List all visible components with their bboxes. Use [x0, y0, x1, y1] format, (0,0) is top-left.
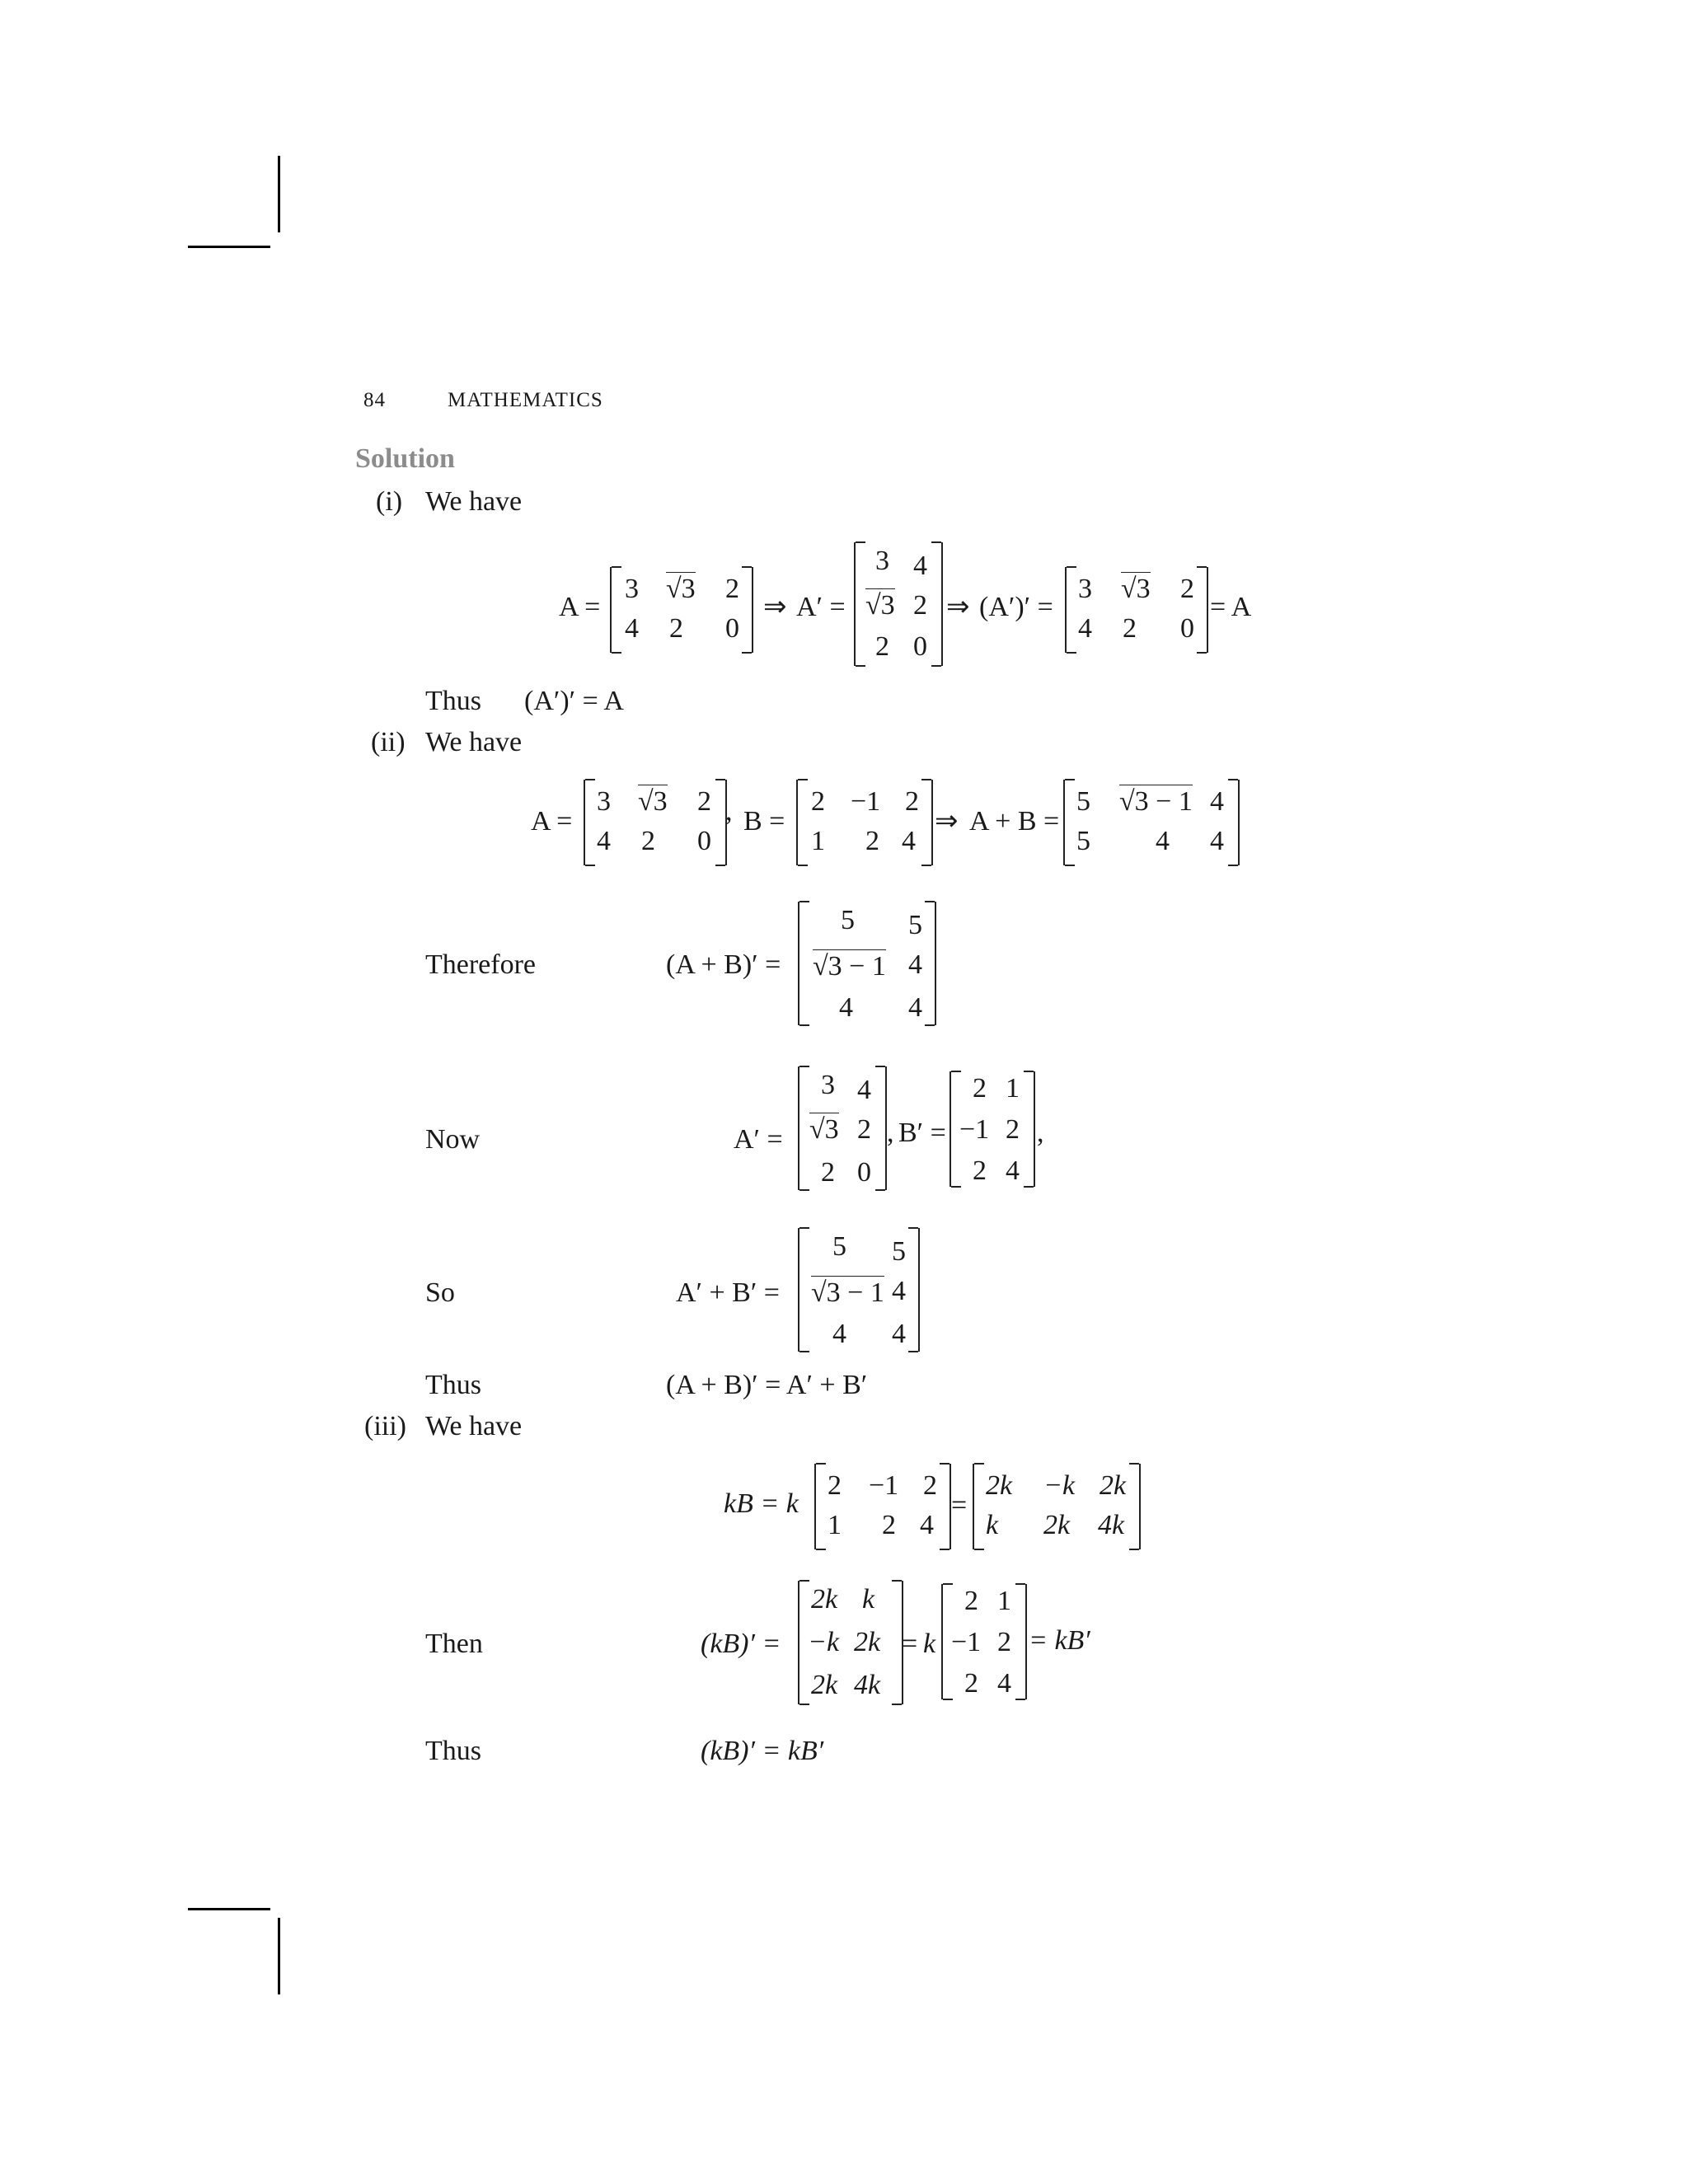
- part-ii-sum-lhs: A + B =: [969, 806, 1060, 837]
- cell: 4: [913, 551, 927, 581]
- cell: 4k: [1098, 1510, 1125, 1540]
- cell: 0: [725, 613, 739, 644]
- cell: 4: [920, 1510, 934, 1540]
- cell: 4: [597, 826, 611, 856]
- cell: 2: [821, 1157, 835, 1188]
- cell: 4: [892, 1319, 906, 1349]
- cell: 5: [832, 1231, 846, 1262]
- cell: −1: [951, 1627, 982, 1657]
- part-i-conclusion: (A′)′ = A: [524, 686, 624, 716]
- part-ii-label: (ii): [371, 727, 406, 757]
- part-i-matrix-A-transpose: [854, 542, 943, 666]
- cell: √3: [638, 786, 668, 817]
- cell: 2: [875, 631, 889, 662]
- cell: 2: [913, 590, 927, 621]
- part-iii-matrix-B: [814, 1464, 951, 1549]
- cell: 0: [857, 1157, 871, 1188]
- cell: 1: [811, 826, 825, 856]
- part-i-matrix-A-double-transpose: [1065, 567, 1208, 653]
- cell: 2: [1180, 574, 1194, 604]
- cell: 2: [811, 786, 825, 817]
- cell: 2: [725, 574, 739, 604]
- part-ii-therefore: Therefore: [425, 949, 537, 980]
- cell: 2k: [811, 1670, 838, 1700]
- comma: ,: [887, 1118, 894, 1148]
- implies-symbol: ⇒: [763, 592, 787, 622]
- comma: ,: [1037, 1118, 1044, 1148]
- cell: 4: [1078, 613, 1092, 644]
- cell: 2: [905, 786, 919, 817]
- cell: 0: [1180, 613, 1194, 644]
- cell: √3 − 1: [813, 951, 886, 982]
- cell: 3: [1078, 574, 1092, 604]
- cell: 2k: [1043, 1510, 1071, 1540]
- part-iii-conclusion: (kB)′ = kB′: [701, 1736, 824, 1766]
- part-iii-label: (iii): [364, 1411, 406, 1441]
- cell: 5: [1076, 826, 1090, 856]
- cell: 4: [1210, 786, 1224, 817]
- cell: 0: [913, 631, 927, 662]
- cell: 4: [997, 1668, 1011, 1699]
- cell: √3: [666, 574, 696, 604]
- cell: 2: [997, 1627, 1011, 1657]
- part-iii-then: Then: [425, 1629, 483, 1659]
- cell: 3: [821, 1070, 835, 1100]
- cell: 2k: [854, 1627, 881, 1657]
- cell: 2: [1006, 1114, 1020, 1145]
- part-ii-so: So: [425, 1277, 455, 1308]
- part-ii-matrix-sum-transpose: [798, 902, 936, 1025]
- cell: k: [862, 1584, 875, 1615]
- cell: 4: [839, 992, 853, 1023]
- cell: 1: [997, 1586, 1011, 1616]
- part-i-matrix-A: [610, 567, 753, 653]
- cell: −1: [869, 1470, 899, 1501]
- cell: 2: [865, 826, 879, 856]
- part-iii-matrix-B-transpose: [941, 1584, 1027, 1699]
- cell: 0: [697, 826, 711, 856]
- cell: 2k: [811, 1584, 838, 1615]
- cell: 5: [1076, 786, 1090, 817]
- cell: 5: [841, 905, 855, 935]
- part-i-label: (i): [376, 486, 403, 517]
- part-i-we-have: We have: [425, 486, 523, 517]
- cell: −1: [959, 1114, 990, 1145]
- part-ii-sum-transpose-lhs: (A + B)′ =: [666, 949, 781, 980]
- cell: 2: [669, 613, 683, 644]
- part-ii-transpose-sum-lhs: A′ + B′ =: [676, 1277, 780, 1308]
- cell: 3: [597, 786, 611, 817]
- scalar-k: k: [923, 1629, 936, 1659]
- part-ii-B-transpose-lhs: B′ =: [898, 1118, 946, 1148]
- cell: 5: [892, 1236, 906, 1267]
- cell: 2: [964, 1668, 978, 1699]
- cell: √3: [865, 590, 895, 621]
- cell: 2: [857, 1114, 871, 1145]
- solution-heading: Solution: [355, 443, 455, 474]
- part-ii-matrix-A-plus-B: [1063, 780, 1240, 865]
- part-i-thus: Thus: [425, 686, 481, 716]
- cell: 1: [1006, 1073, 1020, 1104]
- part-ii-lhs-A: A =: [531, 806, 573, 837]
- cell: 4: [832, 1319, 846, 1349]
- cell: 3: [625, 574, 639, 604]
- cell: 4: [908, 992, 922, 1023]
- part-ii-A-transpose-lhs: A′ =: [734, 1124, 783, 1155]
- part-ii-now: Now: [425, 1124, 481, 1155]
- crop-mark-top-horizontal: [188, 246, 270, 248]
- cell: 1: [828, 1510, 842, 1540]
- cell: 2k: [986, 1470, 1013, 1501]
- cell: √3 − 1: [1119, 786, 1193, 817]
- part-ii-matrix-A-transpose: [798, 1066, 887, 1190]
- cell: √3 − 1: [811, 1277, 884, 1308]
- part-iii-we-have: We have: [425, 1411, 523, 1441]
- cell: 2: [697, 786, 711, 817]
- part-iii-end: = kB′: [1029, 1625, 1090, 1656]
- equals: =: [902, 1629, 918, 1659]
- cell: 2: [973, 1155, 987, 1186]
- crop-mark-top-vertical: [278, 156, 280, 232]
- cell: 2: [964, 1586, 978, 1616]
- implies-symbol: ⇒: [935, 806, 959, 837]
- equals: =: [951, 1490, 968, 1521]
- cell: 4: [1156, 826, 1170, 856]
- part-ii-thus: Thus: [425, 1370, 481, 1400]
- cell: 4: [908, 949, 922, 980]
- crop-mark-bottom-vertical: [278, 1918, 280, 1994]
- crop-mark-bottom-horizontal: [188, 1908, 270, 1910]
- cell: 4k: [854, 1670, 881, 1700]
- cell: 2: [882, 1510, 896, 1540]
- comma: ,: [725, 796, 733, 827]
- cell: 4: [857, 1075, 871, 1105]
- cell: 4: [1006, 1155, 1020, 1186]
- part-ii-matrix-B: [796, 780, 933, 865]
- part-iii-kB-transpose-lhs: (kB)′ =: [701, 1629, 781, 1659]
- part-ii-we-have: We have: [425, 727, 523, 757]
- page-number: 84: [363, 389, 386, 411]
- part-i-rhs: (A′)′ =: [979, 592, 1053, 622]
- part-iii-kB-lhs: kB = k: [724, 1488, 799, 1519]
- cell: 5: [908, 910, 922, 940]
- cell: √3: [1121, 574, 1151, 604]
- cell: −k: [808, 1627, 840, 1657]
- cell: 3: [875, 546, 889, 576]
- implies-symbol: ⇒: [946, 592, 970, 622]
- part-ii-lhs-B: B =: [743, 806, 785, 837]
- cell: 2: [973, 1073, 987, 1104]
- cell: k: [986, 1510, 999, 1540]
- cell: 2k: [1100, 1470, 1127, 1501]
- part-i-lhs: A =: [559, 592, 601, 622]
- cell: 2: [828, 1470, 842, 1501]
- cell: 4: [625, 613, 639, 644]
- part-i-end: = A: [1210, 592, 1252, 622]
- cell: −1: [851, 786, 881, 817]
- part-iii-matrix-kB: [973, 1464, 1141, 1549]
- cell: −k: [1043, 1470, 1076, 1501]
- cell: 4: [1210, 826, 1224, 856]
- part-i-mid: A′ =: [796, 592, 846, 622]
- cell: √3: [809, 1114, 839, 1145]
- part-iii-thus: Thus: [425, 1736, 481, 1766]
- part-ii-matrix-transpose-sum: [798, 1228, 920, 1352]
- cell: 4: [892, 1276, 906, 1306]
- cell: 2: [923, 1470, 937, 1501]
- cell: 2: [641, 826, 655, 856]
- cell: 2: [1123, 613, 1137, 644]
- part-ii-matrix-A: [584, 780, 727, 865]
- part-ii-conclusion: (A + B)′ = A′ + B′: [666, 1370, 868, 1400]
- part-iii-matrix-kB-transpose: [798, 1581, 903, 1704]
- cell: 4: [902, 826, 916, 856]
- running-title: MATHEMATICS: [448, 389, 603, 411]
- part-ii-matrix-B-transpose: [950, 1071, 1035, 1187]
